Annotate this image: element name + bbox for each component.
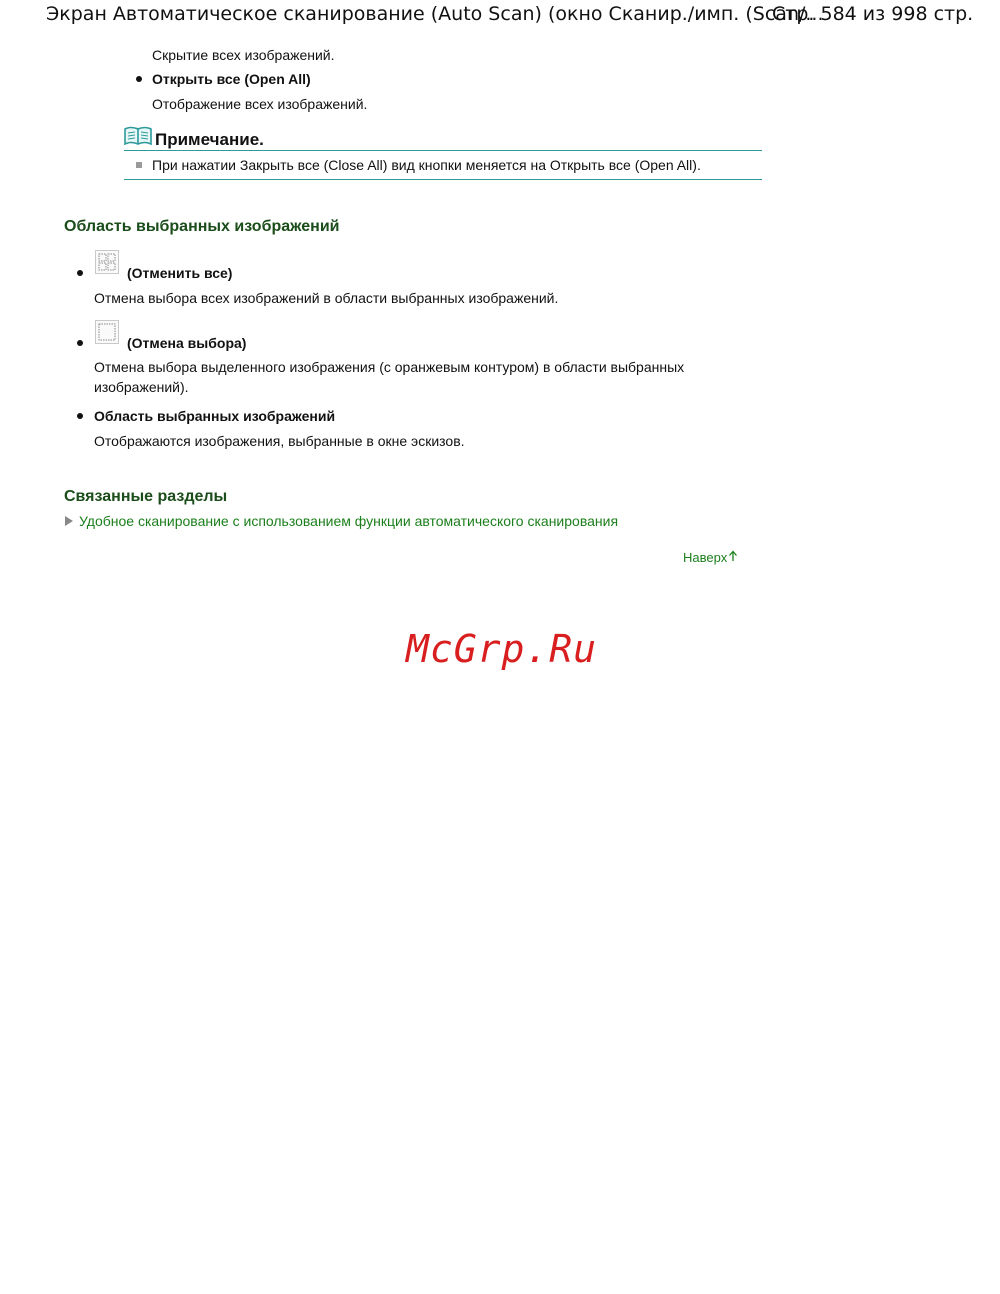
note-bottom-divider [124, 179, 762, 180]
watermark-logo: McGrp.Ru [406, 627, 598, 671]
back-to-top-link[interactable] [683, 550, 738, 565]
document-title: Экран Автоматическое сканирование (Auto Scan) (окно Сканир./имп. (Scan/... [46, 3, 824, 25]
section-title-related: Связанные разделы [64, 488, 228, 505]
bullet [136, 76, 142, 82]
arrow-up-icon [728, 550, 738, 565]
back-to-top-label: Наверх [683, 550, 728, 565]
deselect-all-label: (Отменить все) [127, 265, 233, 281]
selected-area-description: Отображаются изображения, выбранные в окне эскизов. [94, 433, 465, 449]
note-top-divider [124, 150, 762, 151]
open-all-label: Открыть все (Open All) [152, 71, 311, 87]
deselect-all-description: Отмена выбора всех изображений в области выбранных изображений. [94, 290, 559, 306]
deselect-all-icon [95, 250, 119, 274]
page-counter: Стр. 584 из 998 стр. [772, 3, 974, 25]
deselect-icon [95, 320, 119, 344]
deselect-description-line2: изображений). [94, 379, 189, 395]
deselect-description-line1: Отмена выбора выделенного изображения (с оранжевым контуром) в области выбранных [94, 359, 685, 375]
note-title: Примечание. [155, 130, 264, 149]
bullet [77, 340, 83, 346]
close-all-description: Скрытие всех изображений. [152, 47, 335, 63]
related-topic-link[interactable]: Удобное сканирование с использованием функции автоматического сканирования [79, 513, 619, 529]
bullet [77, 413, 83, 419]
note-square-bullet [136, 162, 142, 168]
open-all-description: Отображение всех изображений. [152, 96, 368, 112]
note-text: При нажатии Закрыть все (Close All) вид кнопки меняется на Открыть все (Open All). [152, 157, 701, 173]
book-icon [124, 126, 152, 146]
selected-area-label: Область выбранных изображений [94, 408, 336, 424]
triangle-right-icon [65, 516, 73, 526]
bullet [77, 270, 83, 276]
section-title-selected-area: Область выбранных изображений [64, 218, 340, 235]
deselect-label: (Отмена выбора) [127, 335, 247, 351]
